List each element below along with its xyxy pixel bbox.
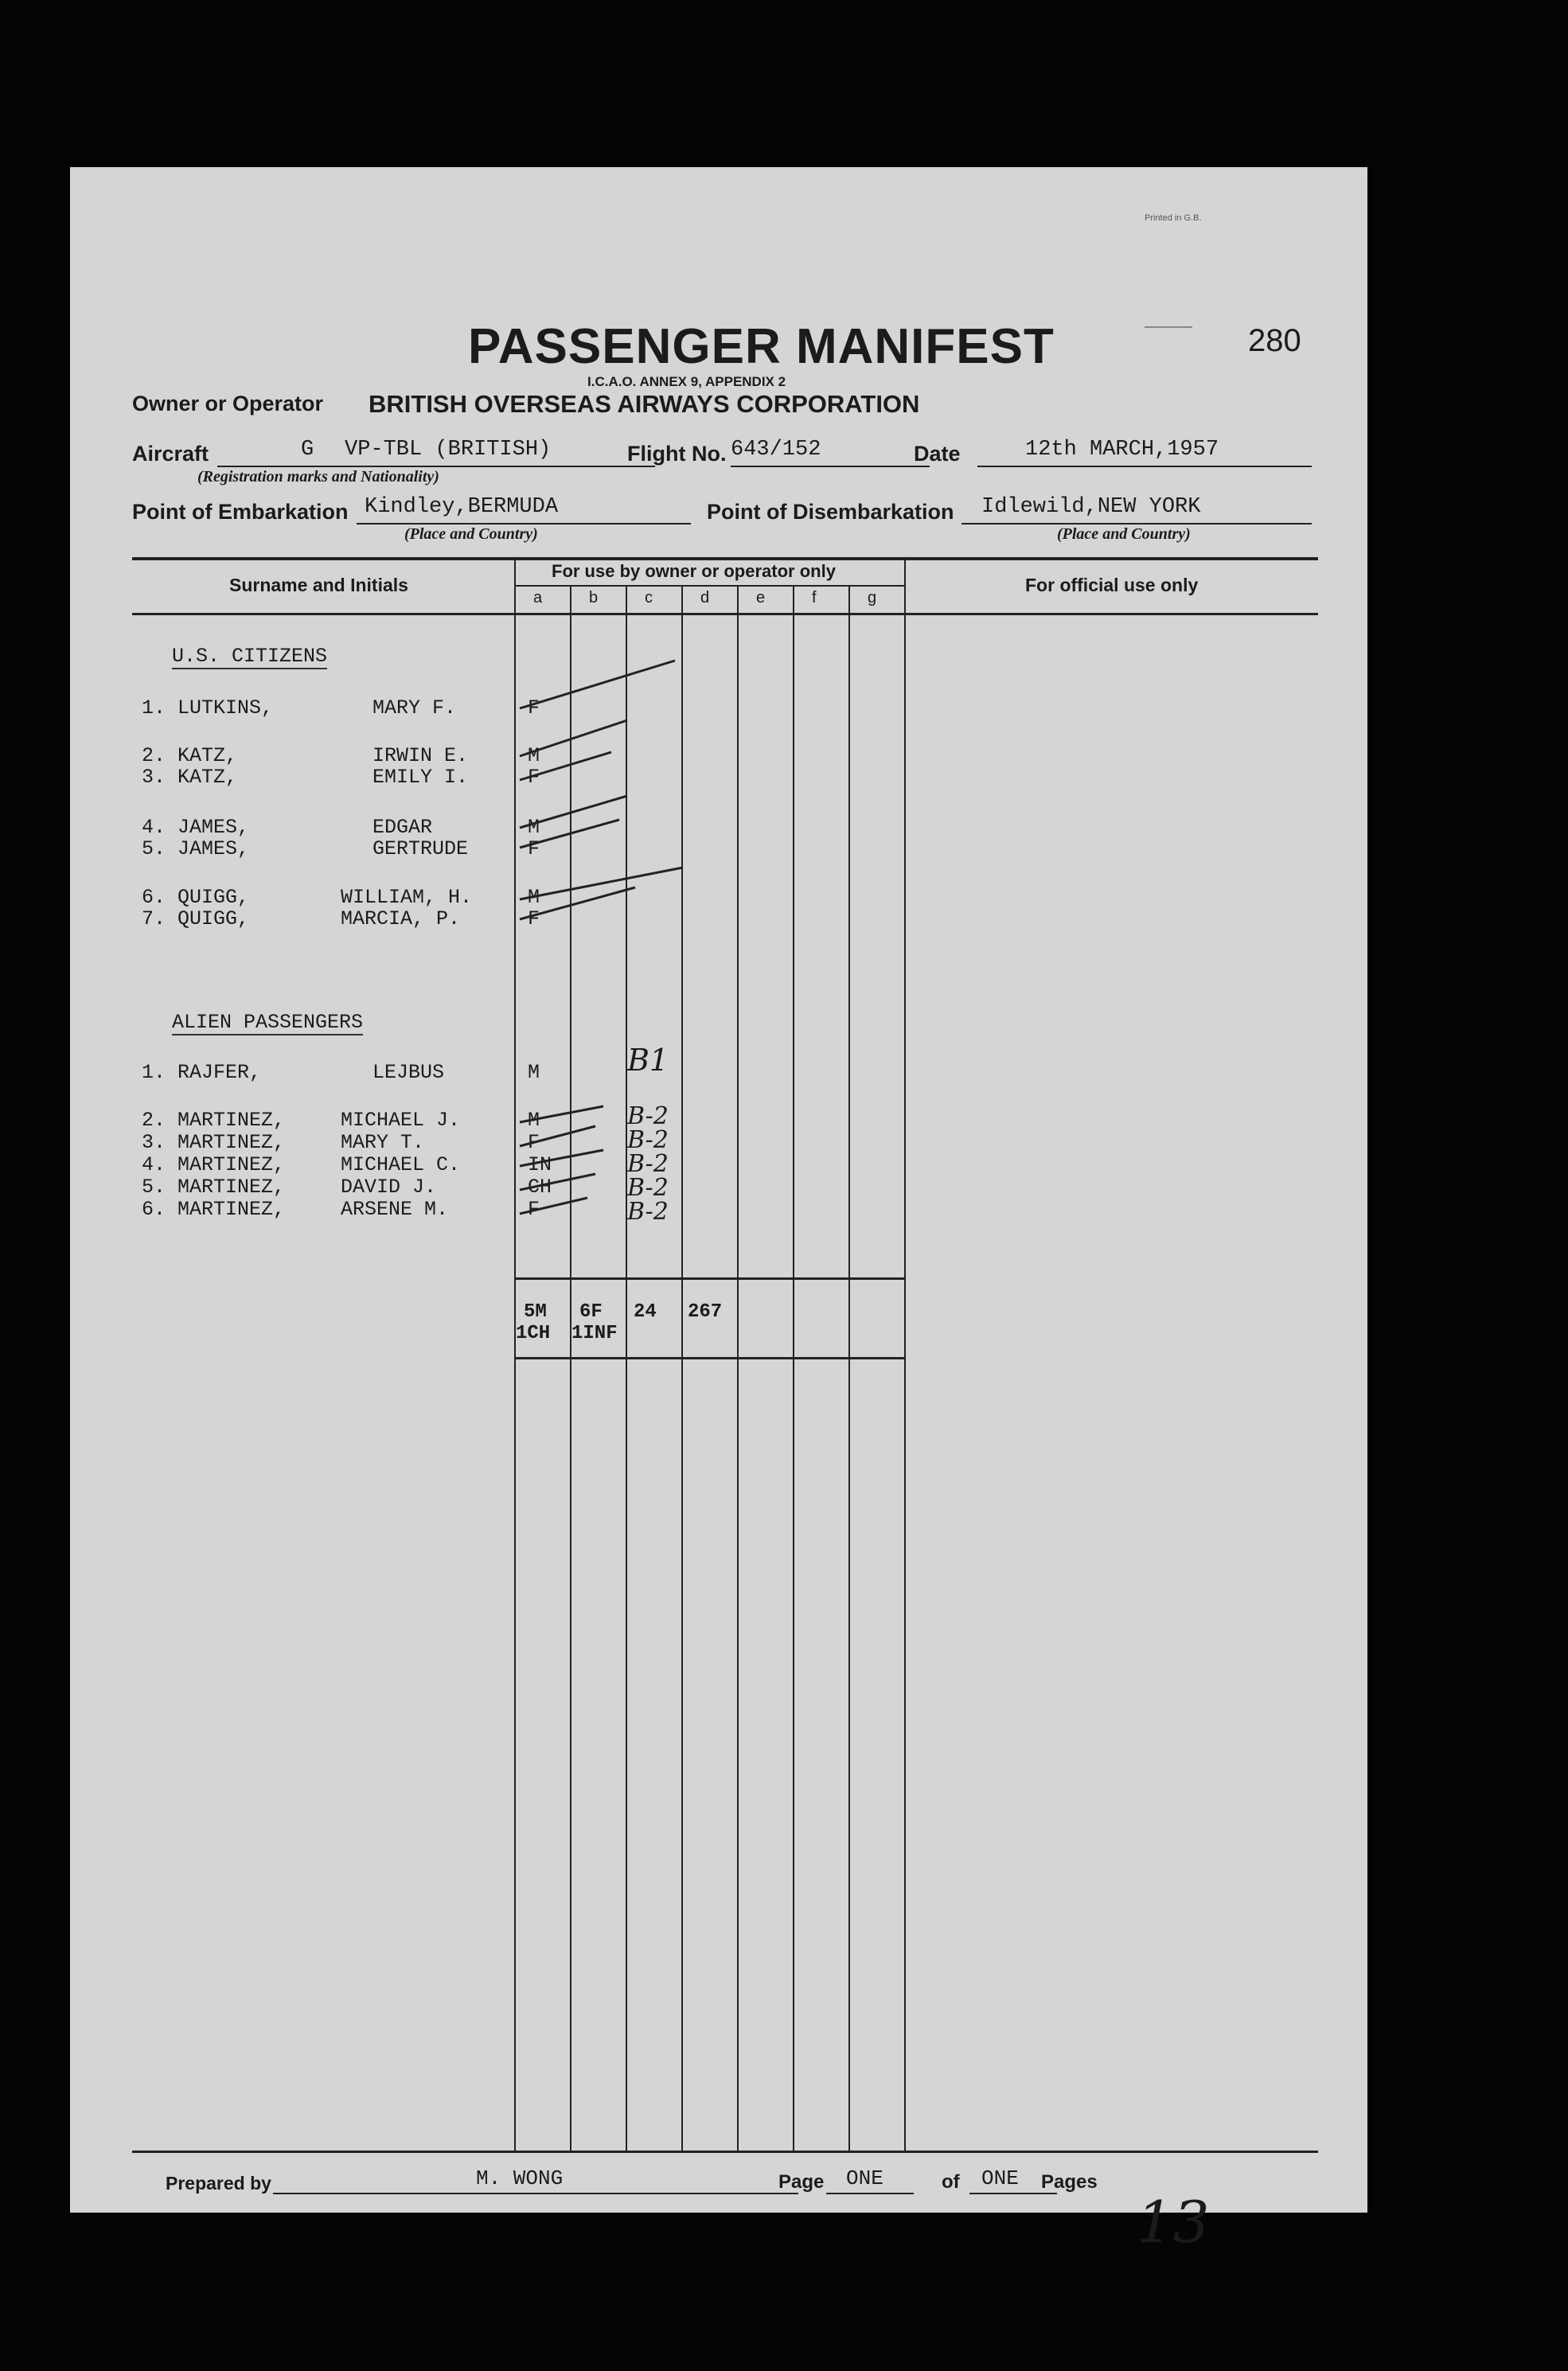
passenger-visa: B1 bbox=[627, 1043, 669, 1078]
passenger-given-name: MICHAEL J. bbox=[341, 1109, 461, 1132]
passenger-visa: B-2 bbox=[627, 1198, 669, 1226]
disembark-value: Idlewild,NEW YORK bbox=[981, 495, 1201, 519]
list-item: 1. LUTKINS, bbox=[142, 696, 274, 719]
disembark-hint: (Place and Country) bbox=[1057, 525, 1191, 543]
aircraft-prefix: G bbox=[301, 438, 314, 462]
passenger-given-name: DAVID J. bbox=[341, 1176, 437, 1199]
passenger-given-name: MARY T. bbox=[341, 1131, 425, 1154]
list-item: 2. KATZ, bbox=[142, 744, 238, 767]
list-item: 6. MARTINEZ, bbox=[142, 1198, 286, 1221]
list-item: 1. RAJFER, bbox=[142, 1061, 262, 1084]
flight-value: 643/152 bbox=[731, 438, 821, 462]
aircraft-hint: (Registration marks and Nationality) bbox=[197, 468, 439, 486]
list-item: 3. KATZ, bbox=[142, 766, 238, 789]
date-underline bbox=[977, 466, 1312, 467]
subcol-a: a bbox=[533, 589, 543, 606]
page-value: ONE bbox=[846, 2166, 883, 2190]
page-number: 280 bbox=[1248, 323, 1301, 358]
total-males: 5M bbox=[524, 1301, 547, 1323]
passenger-sex: F bbox=[528, 696, 540, 719]
passenger-visa: B-2 bbox=[627, 1126, 669, 1154]
table-top-rule bbox=[132, 557, 1318, 560]
embark-hint: (Place and Country) bbox=[404, 525, 538, 543]
printer-mark: Printed in G.B. bbox=[1145, 213, 1202, 223]
page-underline bbox=[826, 2193, 914, 2194]
handwritten-number: 13 bbox=[1137, 2189, 1210, 2256]
us-citizens-heading: U.S. CITIZENS bbox=[172, 645, 328, 668]
passenger-given-name: ARSENE M. bbox=[341, 1198, 449, 1221]
passenger-given-name: GERTRUDE bbox=[372, 837, 469, 860]
list-item: 7. QUIGG, bbox=[142, 907, 250, 930]
total-females: 6F bbox=[579, 1301, 603, 1323]
date-label: Date bbox=[914, 442, 961, 466]
table-header-rule bbox=[132, 613, 1318, 615]
page-subtitle: I.C.A.O. ANNEX 9, APPENDIX 2 bbox=[587, 374, 786, 389]
col-line-f bbox=[793, 587, 794, 2151]
total-col-d: 267 bbox=[688, 1301, 723, 1323]
passenger-given-name: IRWIN E. bbox=[372, 744, 469, 767]
disembark-underline bbox=[961, 523, 1312, 525]
flight-label: Flight No. bbox=[627, 442, 727, 466]
list-item: 3. MARTINEZ, bbox=[142, 1131, 286, 1154]
col-owner-use-header: For use by owner or operator only bbox=[552, 561, 836, 581]
subcol-f: f bbox=[812, 589, 817, 606]
list-item: 5. MARTINEZ, bbox=[142, 1176, 286, 1199]
total-infants: 1INF bbox=[571, 1323, 618, 1344]
prepared-by-label: Prepared by bbox=[166, 2173, 271, 2194]
col-line-official bbox=[904, 559, 906, 2151]
totals-top-rule bbox=[516, 1277, 906, 1280]
passenger-sex: M bbox=[528, 744, 540, 767]
passenger-sex: F bbox=[528, 1198, 540, 1221]
page-title: PASSENGER MANIFEST bbox=[468, 319, 1055, 374]
aircraft-label: Aircraft bbox=[132, 442, 209, 466]
page-label: Page bbox=[778, 2171, 825, 2193]
of-value: ONE bbox=[981, 2166, 1019, 2190]
passenger-sex: F bbox=[528, 1131, 540, 1154]
total-children: 1CH bbox=[516, 1323, 551, 1344]
passenger-given-name: MARY F. bbox=[372, 696, 457, 719]
list-item: 6. QUIGG, bbox=[142, 886, 250, 909]
passenger-visa: B-2 bbox=[627, 1150, 669, 1178]
totals-bottom-rule bbox=[516, 1357, 906, 1359]
passenger-visa: B-2 bbox=[627, 1174, 669, 1202]
passenger-sex: M bbox=[528, 1109, 540, 1132]
aircraft-underline bbox=[217, 466, 655, 467]
of-label: of bbox=[942, 2171, 960, 2193]
col-surname-header: Surname and Initials bbox=[229, 575, 408, 595]
passenger-sex: M bbox=[528, 886, 540, 909]
col-line-e bbox=[737, 587, 739, 2151]
passenger-sex: M bbox=[528, 1061, 540, 1084]
prepared-by-value: M. WONG bbox=[476, 2166, 564, 2190]
pages-label: Pages bbox=[1041, 2171, 1098, 2193]
passenger-sex: F bbox=[528, 907, 540, 930]
passenger-given-name: EMILY I. bbox=[372, 766, 469, 789]
passenger-visa: B-2 bbox=[627, 1102, 669, 1130]
subcol-b: b bbox=[589, 589, 599, 606]
flight-underline bbox=[731, 466, 930, 467]
aircraft-value: VP-TBL (BRITISH) bbox=[345, 438, 552, 462]
embark-underline bbox=[357, 523, 691, 525]
list-item: 5. JAMES, bbox=[142, 837, 250, 860]
handwritten-check-marks bbox=[516, 645, 691, 963]
subcol-header-rule bbox=[516, 585, 904, 587]
total-col-c: 24 bbox=[634, 1301, 657, 1323]
owner-label: Owner or Operator bbox=[132, 392, 324, 415]
col-official-header: For official use only bbox=[1025, 575, 1199, 595]
embark-value: Kindley,BERMUDA bbox=[365, 495, 559, 519]
subcol-e: e bbox=[756, 589, 766, 606]
passenger-sex: F bbox=[528, 837, 540, 860]
passenger-sex: IN bbox=[528, 1153, 552, 1176]
list-item: 4. MARTINEZ, bbox=[142, 1153, 286, 1176]
prepared-by-underline bbox=[273, 2193, 798, 2194]
list-item: 4. JAMES, bbox=[142, 816, 250, 839]
passenger-given-name: MICHAEL C. bbox=[341, 1153, 461, 1176]
embark-label: Point of Embarkation bbox=[132, 500, 349, 524]
passenger-given-name: LEJBUS bbox=[372, 1061, 445, 1084]
passenger-sex: F bbox=[528, 766, 540, 789]
date-value: 12th MARCH,1957 bbox=[1025, 438, 1219, 462]
passenger-sex: CH bbox=[528, 1176, 552, 1199]
list-item: 2. MARTINEZ, bbox=[142, 1109, 286, 1132]
page-number-rule bbox=[1145, 326, 1192, 328]
disembark-label: Point of Disembarkation bbox=[707, 500, 954, 524]
table-bottom-rule bbox=[132, 2151, 1318, 2153]
owner-value: BRITISH OVERSEAS AIRWAYS CORPORATION bbox=[369, 390, 920, 418]
subcol-g: g bbox=[868, 589, 877, 606]
col-line-g bbox=[848, 587, 850, 2151]
handwritten-check-marks bbox=[516, 1043, 675, 1234]
subcol-d: d bbox=[700, 589, 710, 606]
passenger-sex: M bbox=[528, 816, 540, 839]
subcol-c: c bbox=[645, 589, 653, 606]
manifest-sheet bbox=[70, 167, 1367, 2256]
passenger-given-name: MARCIA, P. bbox=[341, 907, 461, 930]
passenger-given-name: WILLIAM, H. bbox=[341, 886, 473, 909]
passenger-given-name: EDGAR bbox=[372, 816, 433, 839]
alien-passengers-heading: ALIEN PASSENGERS bbox=[172, 1011, 364, 1034]
